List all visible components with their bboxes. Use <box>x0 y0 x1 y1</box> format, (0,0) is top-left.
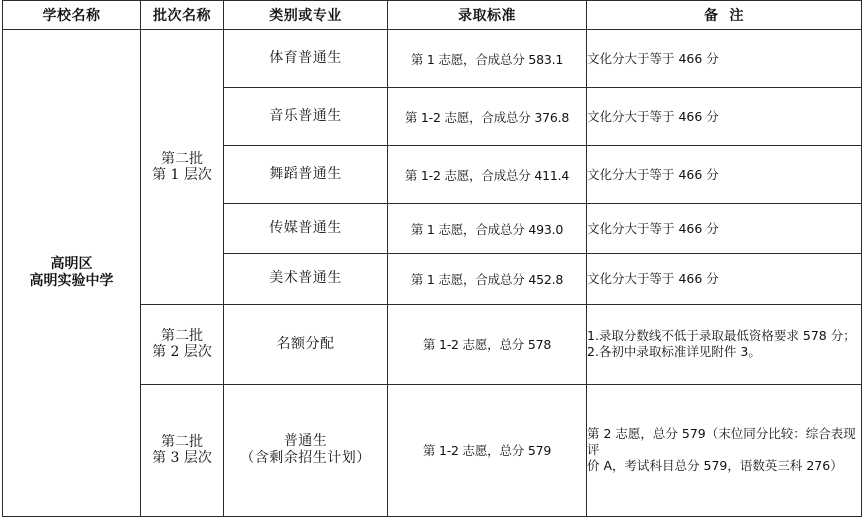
standard-cell: 第 1-2 志愿，总分 578 <box>388 304 587 384</box>
school-name: 高明实验中学 <box>29 273 114 289</box>
note-cell <box>587 304 862 384</box>
category-cell: 音乐普通生 <box>224 88 388 146</box>
batch-name: 第二批 <box>161 150 203 167</box>
category-cell: 传媒普通生 <box>224 204 388 254</box>
note-cell <box>587 146 862 204</box>
batch-cell-level-3 <box>141 384 224 516</box>
note-cell <box>587 30 862 88</box>
note-line: 文化分大于等于 466 分 <box>587 270 719 286</box>
standard-cell: 第 1 志愿，合成总分 452.8 <box>388 254 587 304</box>
batch-level: 第 2 层次 <box>152 344 212 361</box>
note-cell <box>587 254 862 304</box>
note-line: 文化分大于等于 466 分 <box>587 220 719 236</box>
category-cell: 名额分配 <box>224 304 388 384</box>
school-name-cell <box>3 30 141 517</box>
note-line: 文化分大于等于 466 分 <box>587 50 719 66</box>
standard-cell: 第 1-2 志愿，总分 579 <box>388 384 587 516</box>
batch-cell-level-2 <box>141 304 224 384</box>
header-category: 类别或专业 <box>224 1 388 30</box>
note-cell <box>587 384 862 516</box>
category-cell: 体育普通生 <box>224 30 388 88</box>
batch-name: 第二批 <box>161 328 203 345</box>
standard-cell: 第 1 志愿，合成总分 493.0 <box>388 204 587 254</box>
note-line: 2.各初中录取标准详见附件 3。 <box>587 344 761 360</box>
admission-standards-table <box>2 0 862 517</box>
note-cell <box>587 88 862 146</box>
header-remarks: 备 注 <box>587 1 862 30</box>
standard-cell: 第 1 志愿，合成总分 583.1 <box>388 30 587 88</box>
batch-cell-level-1 <box>141 30 224 305</box>
category-name: 普通生 <box>283 433 328 450</box>
batch-name: 第二批 <box>161 434 203 451</box>
batch-level: 第 1 层次 <box>152 166 212 183</box>
header-admission-standard: 录取标准 <box>388 1 587 30</box>
category-subnote: （含剩余招生计划） <box>240 450 371 467</box>
category-cell: 舞蹈普通生 <box>224 146 388 204</box>
batch-level: 第 3 层次 <box>152 450 212 467</box>
note-line: 文化分大于等于 466 分 <box>587 166 719 182</box>
table-header-row <box>3 1 862 30</box>
note-line: 1.录取分数线不低于录取最低资格要求 578 分； <box>587 328 856 344</box>
note-line: 价 A，考试科目总分 579，语数英三科 276） <box>587 458 843 474</box>
table-row <box>3 30 862 88</box>
category-cell: 美术普通生 <box>224 254 388 304</box>
note-line: 第 2 志愿，总分 579（末位同分比较：综合表现评 <box>587 426 856 458</box>
header-batch-name: 批次名称 <box>141 1 224 30</box>
note-cell <box>587 204 862 254</box>
standard-cell: 第 1-2 志愿，合成总分 376.8 <box>388 88 587 146</box>
school-district: 高明区 <box>50 256 93 272</box>
header-school-name: 学校名称 <box>3 1 141 30</box>
category-cell <box>224 384 388 516</box>
note-line: 文化分大于等于 466 分 <box>587 108 719 124</box>
standard-cell: 第 1-2 志愿，合成总分 411.4 <box>388 146 587 204</box>
